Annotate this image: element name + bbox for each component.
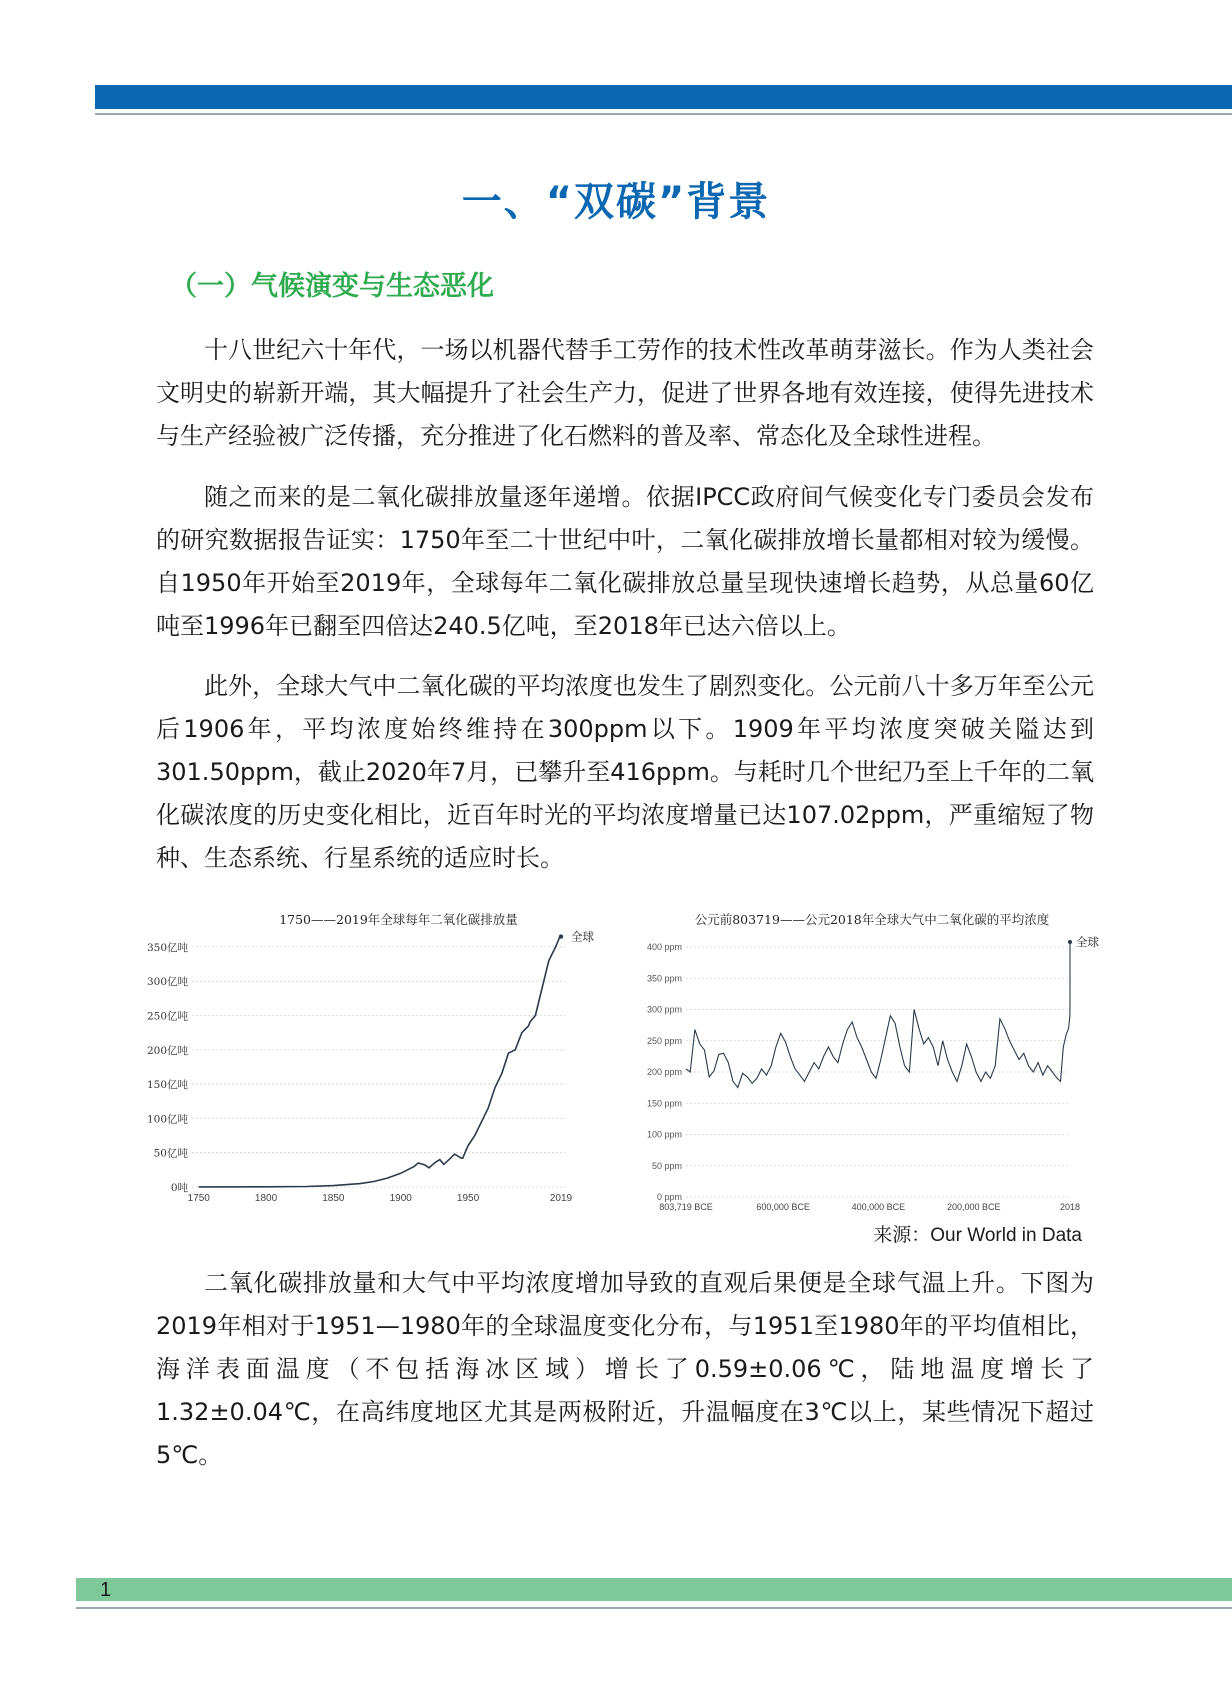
- y-tick-label: 250 ppm: [646, 1035, 682, 1046]
- footer-rule: [76, 1607, 1232, 1609]
- y-tick-label: 350 ppm: [646, 973, 682, 984]
- emissions-chart-svg: [140, 905, 640, 1205]
- x-tick-label: 1800: [254, 1193, 278, 1204]
- x-tick-label: 1950: [456, 1193, 480, 1204]
- y-tick-label: 350亿吨: [146, 941, 188, 954]
- y-tick-label: 300亿吨: [146, 976, 188, 989]
- x-tick-label: 400,000 BCE: [851, 1202, 906, 1212]
- footer-bar: [76, 1578, 1232, 1601]
- figure-source-note: 来源：Our World in Data: [873, 1225, 1082, 1246]
- body-paragraph: 十八世纪六十年代，一场以机器代替手工劳作的技术性改革萌芽滋长。作为人类社会文明史的崭新开端，其大幅提升了社会生产力，促进了世界各地有效连接，使得先进技术与生产经验被广泛传播，充分推进了化石燃料的普及率、常态化及全球性进程。: [156, 336, 1094, 450]
- y-tick-label: 0吨: [170, 1182, 188, 1194]
- y-tick-label: 150亿吨: [146, 1079, 188, 1092]
- x-tick-label: 1750: [187, 1193, 210, 1204]
- y-tick-label: 50亿吨: [153, 1147, 188, 1160]
- y-tick-label: 150 ppm: [646, 1098, 682, 1109]
- y-tick-label: 300 ppm: [646, 1004, 682, 1015]
- page-title: 一、“双碳”背景: [461, 179, 771, 225]
- emissions-chart: [140, 905, 640, 1205]
- y-tick-label: 200 ppm: [646, 1067, 682, 1077]
- chart-title: 公元前803719——公元2018年全球大气中二氧化碳的平均浓度: [694, 912, 1050, 927]
- y-tick-label: 200亿吨: [146, 1044, 188, 1057]
- y-tick-label: 50 ppm: [651, 1160, 682, 1171]
- concentration-series-line: [686, 942, 1070, 1088]
- concentration-chart: [640, 905, 1100, 1212]
- x-tick-label: 200,000 BCE: [946, 1202, 1001, 1212]
- series-label: 全球: [1076, 935, 1099, 949]
- x-tick-label: 2018: [1059, 1202, 1081, 1212]
- y-tick-label: 400 ppm: [646, 942, 682, 952]
- series-label: 全球: [570, 929, 594, 944]
- series-end-point: [1068, 940, 1072, 944]
- body-paragraph: 二氧化碳排放量和大气中平均浓度增加导致的直观后果便是全球气温上升。下图为2019年相对于1951—1980年的全球温度变化分布，与1951至1980年的平均值相比，海洋表面温度（不包括海冰区域）增长了0.59±0.06℃，陆地温度增长了1.32±0.04℃，在高纬度地区尤其是两极附近，升温幅度在3℃以上，某些情况下超过5℃。: [156, 1269, 1094, 1469]
- x-tick-label: 2019: [549, 1193, 573, 1204]
- x-tick-label: 1900: [389, 1193, 412, 1204]
- body-paragraph: 随之而来的是二氧化碳排放量逐年递增。依据IPCC政府间气候变化专门委员会发布的研究数据报告证实：1750年至二十世纪中叶，二氧化碳排放增长量都相对较为缓慢。自1950年开始至2019年，全球每年二氧化碳排放总量呈现快速增长趋势，从总量60亿吨至1996年已翻至四倍达240.5亿吨，至2018年已达六倍以上。: [156, 483, 1094, 640]
- chart-title: 1750——2019年全球每年二氧化碳排放量: [279, 912, 518, 927]
- x-tick-label: 1850: [322, 1193, 345, 1204]
- x-tick-label: 803,719 BCE: [659, 1202, 713, 1212]
- y-tick-label: 250亿吨: [146, 1010, 188, 1023]
- y-tick-label: 0 ppm: [656, 1192, 682, 1202]
- x-tick-label: 600,000 BCE: [756, 1202, 810, 1212]
- series-end-point: [559, 934, 563, 938]
- emissions-series-line: [199, 937, 561, 1187]
- body-paragraph: 此外，全球大气中二氧化碳的平均浓度也发生了剧烈变化。公元前八十多万年至公元后1906年，平均浓度始终维持在300ppm以下。1909年平均浓度突破关隘达到301.50ppm，截止2020年7月，已攀升至416ppm。与耗时几个世纪乃至上千年的二氧化碳浓度的历史变化相比，近百年时光的平均浓度增量已达107.02ppm，严重缩短了物种、生态系统、行星系统的适应时长。: [156, 672, 1094, 872]
- header-bar: [95, 85, 1232, 109]
- y-tick-label: 100亿吨: [146, 1113, 188, 1126]
- section-heading: （一）气候演变与生态恶化: [170, 271, 494, 302]
- y-tick-label: 100 ppm: [646, 1129, 682, 1140]
- header-rule: [95, 113, 1232, 115]
- concentration-chart-svg: [640, 905, 1100, 1212]
- page-number: 1: [100, 1579, 112, 1601]
